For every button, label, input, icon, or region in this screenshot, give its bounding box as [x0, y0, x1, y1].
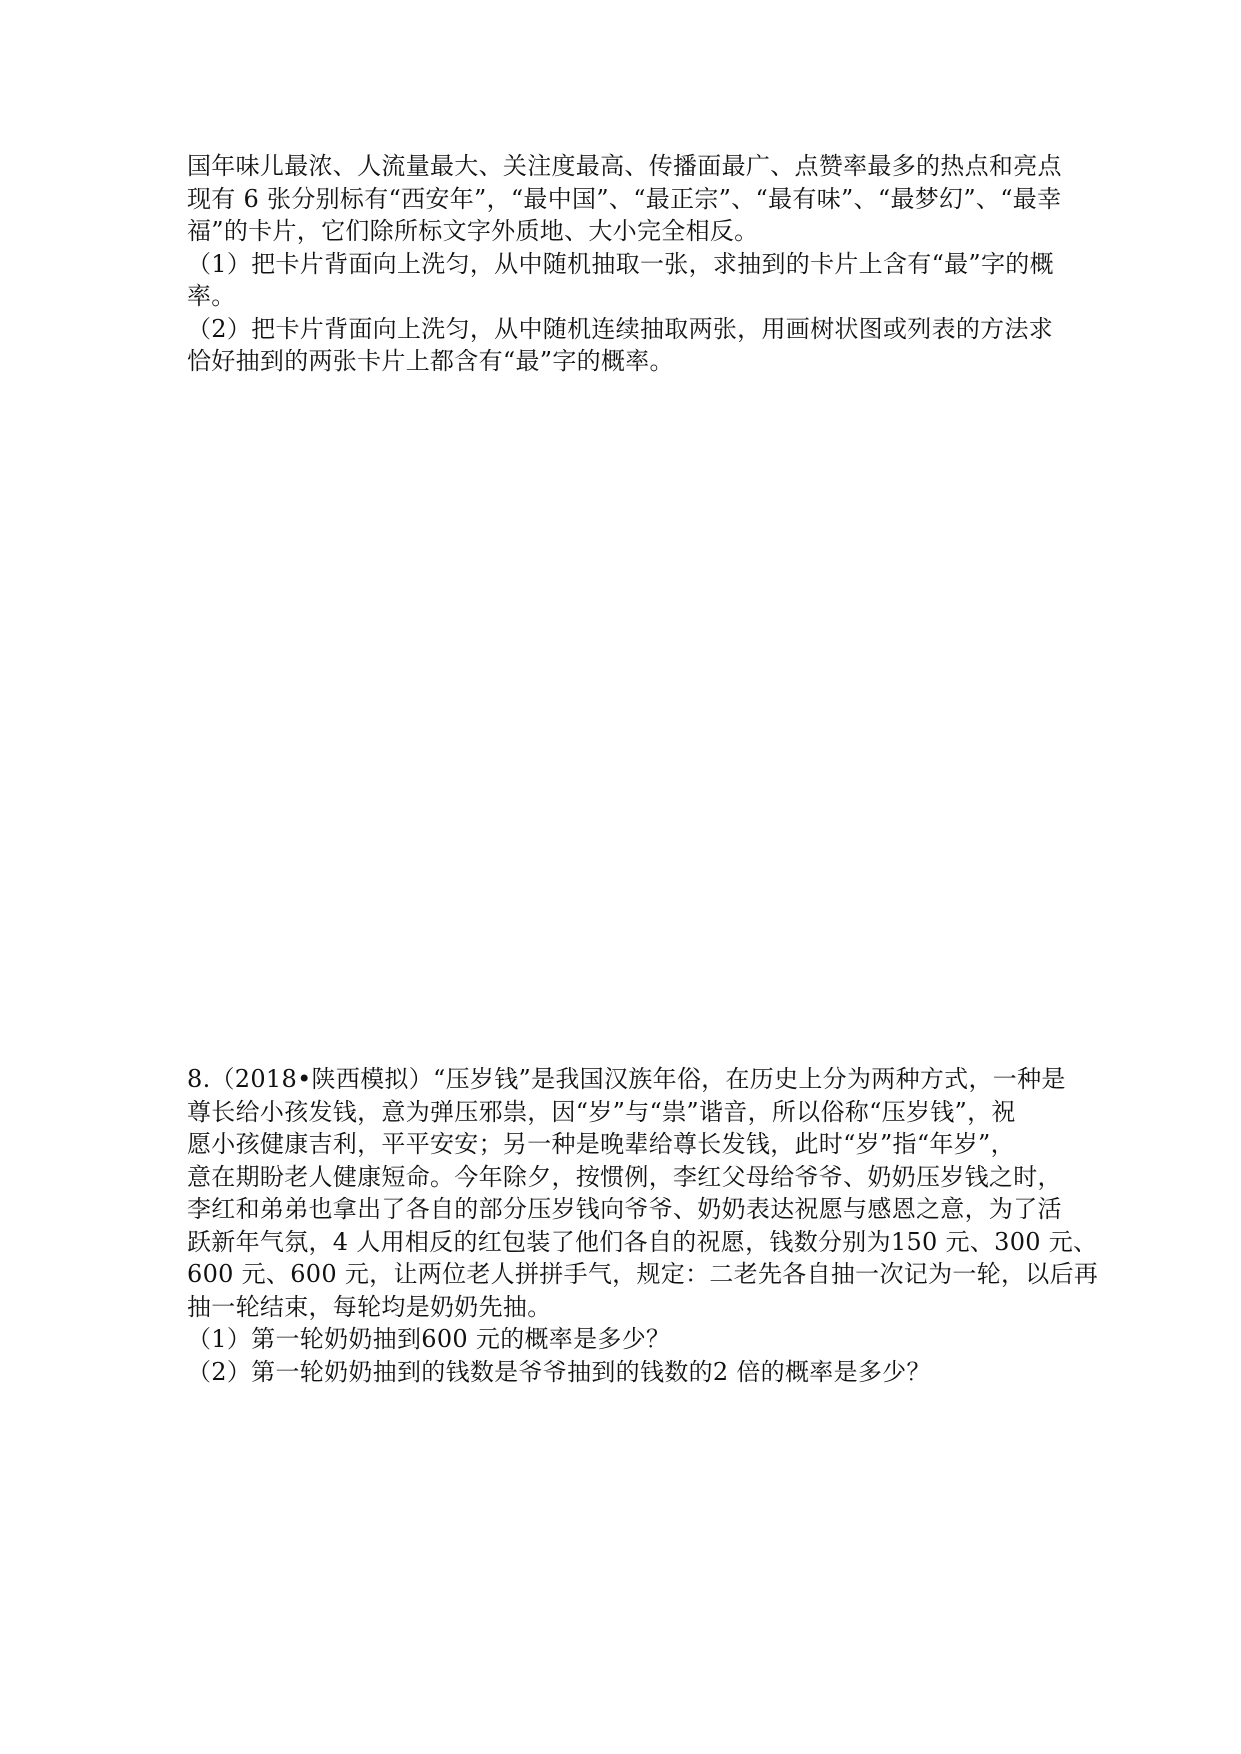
sub-question-1: （1）第一轮奶奶抽到600 元的概率是多少？ — [187, 1325, 671, 1353]
text-line: 600 元、600 元，让两位老人拼拼手气，规定：二老先各自抽一次记为一轮，以后再 — [187, 1260, 1099, 1288]
text-line: 现有 6 张分别标有“西安年”，“最中国”、“最正宗”、“最有味”、“最梦幻”、“最幸 — [187, 184, 1062, 213]
question-8-block — [187, 1063, 1099, 1388]
text-line: 率。 — [187, 282, 236, 310]
question-7-block — [187, 150, 1067, 378]
question-8-heading: 8.（2018•陕西模拟）“压岁钱”是我国汉族年俗，在历史上分为两种方式，一种是 — [187, 1065, 1066, 1093]
text-line: 愿小孩健康吉利，平平安安；另一种是晚辈给尊长发钱，此时“岁”指“年岁”， — [187, 1130, 1015, 1158]
sub-question-2: （2）第一轮奶奶抽到的钱数是爷爷抽到的钱数的2 倍的概率是多少？ — [187, 1357, 931, 1386]
text-line: 尊长给小孩发钱，意为弹压邪祟，因“岁”与“祟”谐音，所以俗称“压岁钱”，祝 — [187, 1097, 1016, 1126]
sub-question-1: （1）把卡片背面向上洗匀，从中随机抽取一张，求抽到的卡片上含有“最”字的概 — [187, 249, 1054, 278]
text-line: 抽一轮结束，每轮均是奶奶先抽。 — [187, 1292, 552, 1321]
text-line: 意在期盼老人健康短命。今年除夕，按惯例，李红父母给爷爷、奶奶压岁钱之时， — [187, 1162, 1062, 1191]
sub-question-2: （2）把卡片背面向上洗匀，从中随机连续抽取两张，用画树状图或列表的方法求 — [187, 314, 1054, 343]
text-line: 李红和弟弟也拿出了各自的部分压岁钱向爷爷、奶奶表达祝愿与感恩之意，为了活 — [187, 1195, 1062, 1223]
text-line: 国年味儿最浓、人流量最大、关注度最高、传播面最广、点赞率最多的热点和亮点 — [187, 152, 1062, 180]
text-line: 跃新年气氛，4 人用相反的红包装了他们各自的祝愿，钱数分别为150 元、300 元、 — [187, 1227, 1098, 1256]
text-line: 恰好抽到的两张卡片上都含有“最”字的概率。 — [187, 347, 674, 375]
text-line: 福”的卡片，它们除所标文字外质地、大小完全相反。 — [187, 217, 759, 245]
